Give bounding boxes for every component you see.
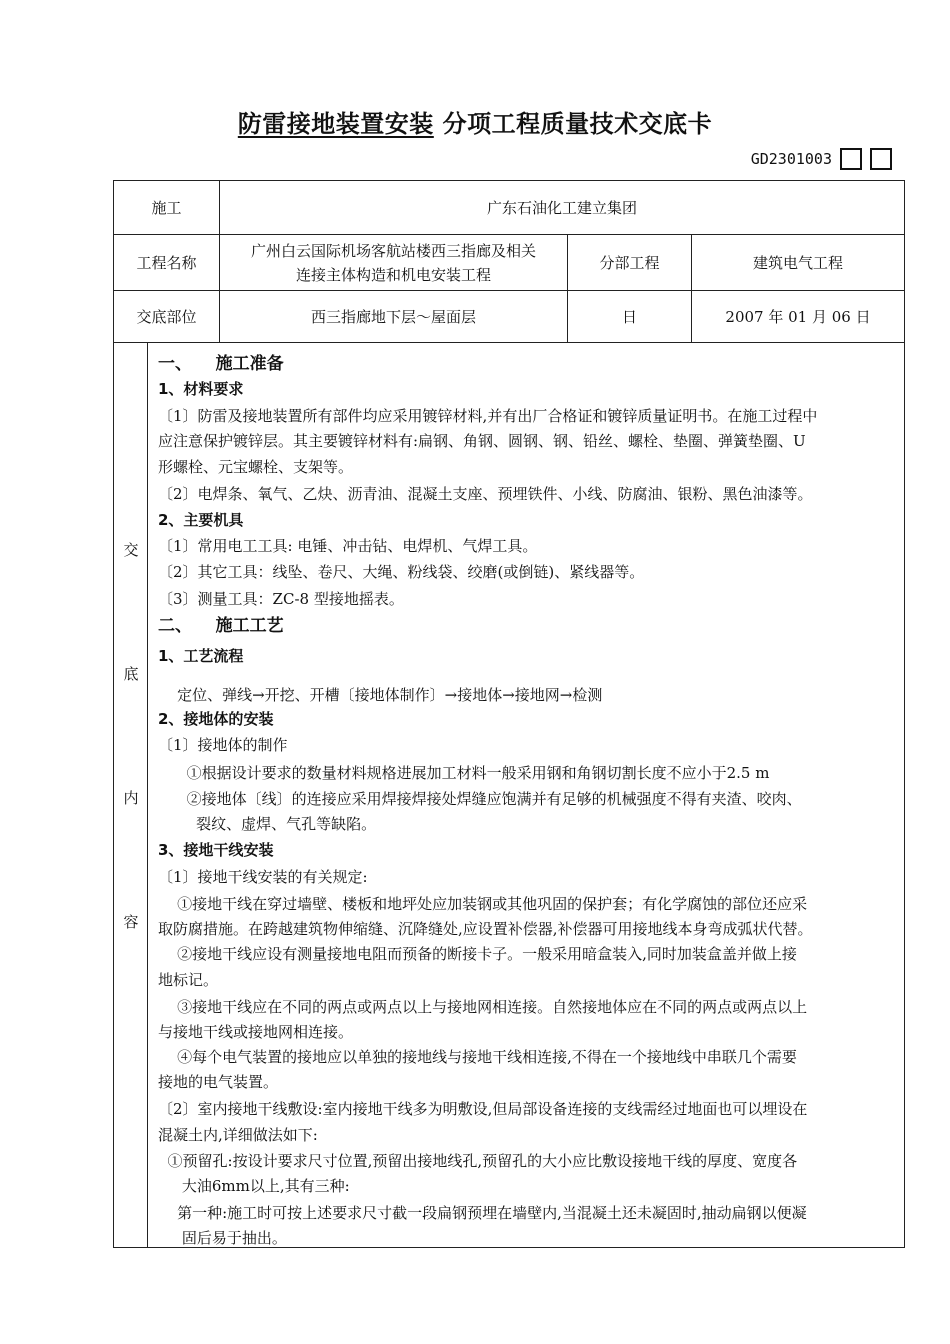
content-line: 地标记。	[158, 971, 219, 989]
content-line: ①预留孔:按设计要求尺寸位置,预留出接地线孔,预留孔的大小应比敷设接地干线的厚度、宽度各	[158, 1152, 798, 1170]
content-line: 〔1〕常用电工工具: 电锤、冲击钻、电焊机、气焊工具。	[158, 537, 538, 555]
content-line: 与接地干线或接地网相连接。	[158, 1023, 354, 1041]
content-line: 接地的电气装置。	[158, 1073, 279, 1091]
label-construction: 施工	[114, 181, 220, 235]
label-division: 分部工程	[568, 235, 692, 291]
content-lines	[148, 343, 904, 1247]
content-line: 〔1〕接地体的制作	[158, 736, 288, 754]
side-char-4: 容	[123, 913, 139, 931]
title-rest: 分项工程质量技术交底卡	[442, 109, 713, 138]
content-line: ③接地干线应在不同的两点或两点以上与接地网相连接。自然接地体应在不同的两点或两点以上	[158, 998, 808, 1016]
value-division: 建筑电气工程	[692, 235, 905, 291]
content-line: 〔2〕其它工具：线坠、卷尺、大绳、粉线袋、绞磨(或倒链)、紧线器等。	[158, 563, 645, 581]
doc-code: GD2301003	[750, 150, 832, 168]
side-char-1: 交	[123, 541, 139, 559]
handover-table	[113, 180, 905, 1248]
project-name-line2: 连接主体构造和机电安装工程	[295, 265, 491, 284]
content-line: 二、 施工工艺	[158, 616, 284, 636]
side-char-2: 底	[123, 665, 139, 683]
content-line: 〔3〕测量工具：ZC-8 型接地摇表。	[158, 590, 404, 608]
row-content	[114, 343, 905, 1248]
project-name-line1: 广州白云国际机场客航站楼西三指廊及相关	[250, 241, 536, 260]
checkbox-2[interactable]	[870, 148, 892, 170]
document-title	[0, 104, 950, 139]
content-line: 应注意保护镀锌层。其主要镀锌材料有:扁钢、角钢、圆钢、钢、铅丝、螺栓、垫圈、弹簧垫圈、U	[158, 432, 806, 450]
content-line: ①接地干线在穿过墙壁、楼板和地坪处应加装钢或其他巩固的保护套；有化学腐蚀的部位还应采	[158, 895, 808, 913]
content-line: 1、工艺流程	[158, 647, 244, 665]
row-construction	[114, 181, 905, 235]
checkbox-1[interactable]	[840, 148, 862, 170]
value-date: 2007 年 01 月 06 日	[692, 291, 905, 343]
label-date: 日	[568, 291, 692, 343]
value-construction: 广东石油化工建立集团	[220, 181, 905, 235]
content-line: 形螺栓、元宝螺栓、支架等。	[158, 458, 354, 476]
label-project-name: 工程名称	[114, 235, 220, 291]
content-line: ①根据设计要求的数量材料规格进展加工材料一般采用钢和角钢切割长度不应小于2.5 m	[158, 764, 770, 782]
content-line: 固后易于抽出。	[158, 1229, 287, 1247]
content-line: 〔1〕防雷及接地装置所有部件均应采用镀锌材料,并有出厂合格证和镀锌质量证明书。在施工过程中	[158, 407, 818, 425]
content-line: ④每个电气装置的接地应以单独的接地线与接地干线相连接,不得在一个接地线中串联几个需要	[158, 1048, 797, 1066]
content-line: 3、接地干线安装	[158, 841, 274, 859]
content-line: 2、接地体的安装	[158, 710, 274, 728]
doc-code-row	[751, 146, 892, 172]
side-char-3: 内	[123, 789, 139, 807]
row-project	[114, 235, 905, 291]
content-line: 第一种:施工时可按上述要求尺寸截一段扁钢预埋在墙壁内,当混凝土还未凝固时,抽动扁钢以便凝	[158, 1204, 807, 1222]
content-line: 混凝土内,详细做法如下:	[158, 1126, 318, 1144]
value-project-name	[220, 235, 568, 291]
value-location: 西三指廊地下层～屋面层	[220, 291, 568, 343]
content-line: 2、主要机具	[158, 511, 244, 529]
content-cell	[114, 343, 905, 1248]
content-line: 裂纹、虚焊、气孔等缺陷。	[158, 815, 377, 833]
content-line: 大油6mm以上,其有三种:	[158, 1177, 350, 1195]
content-line: 1、材料要求	[158, 380, 244, 398]
content-line: 一、 施工准备	[158, 354, 284, 374]
content-line: ②接地干线应设有测量接地电阻而预备的断接卡子。一般采用暗盒装入,同时加装盒盖并做上接	[158, 945, 797, 963]
content-line: 〔1〕接地干线安装的有关规定:	[158, 868, 368, 886]
label-location: 交底部位	[114, 291, 220, 343]
row-location	[114, 291, 905, 343]
content-line: 取防腐措施。在跨越建筑物伸缩缝、沉降缝处,应设置补偿器,补偿器可用接地线本身弯成弧状代替。	[158, 920, 813, 938]
content-line: 〔2〕室内接地干线敷设:室内接地干线多为明敷设,但局部设备连接的支线需经过地面也可以埋设在	[158, 1100, 808, 1118]
content-line: ②接地体〔线〕的连接应采用焊接焊接处焊缝应饱满并有足够的机械强度不得有夹渣、咬肉、	[158, 790, 802, 808]
content-line: 〔2〕电焊条、氧气、乙炔、沥青油、混凝土支座、预埋铁件、小线、防腐油、银粉、黑色油漆等。	[158, 485, 813, 503]
title-underlined: 防雷接地装置安装	[237, 109, 434, 138]
content-line: 定位、弹线→开挖、开槽〔接地体制作〕→接地体→接地网→检测	[158, 686, 603, 704]
